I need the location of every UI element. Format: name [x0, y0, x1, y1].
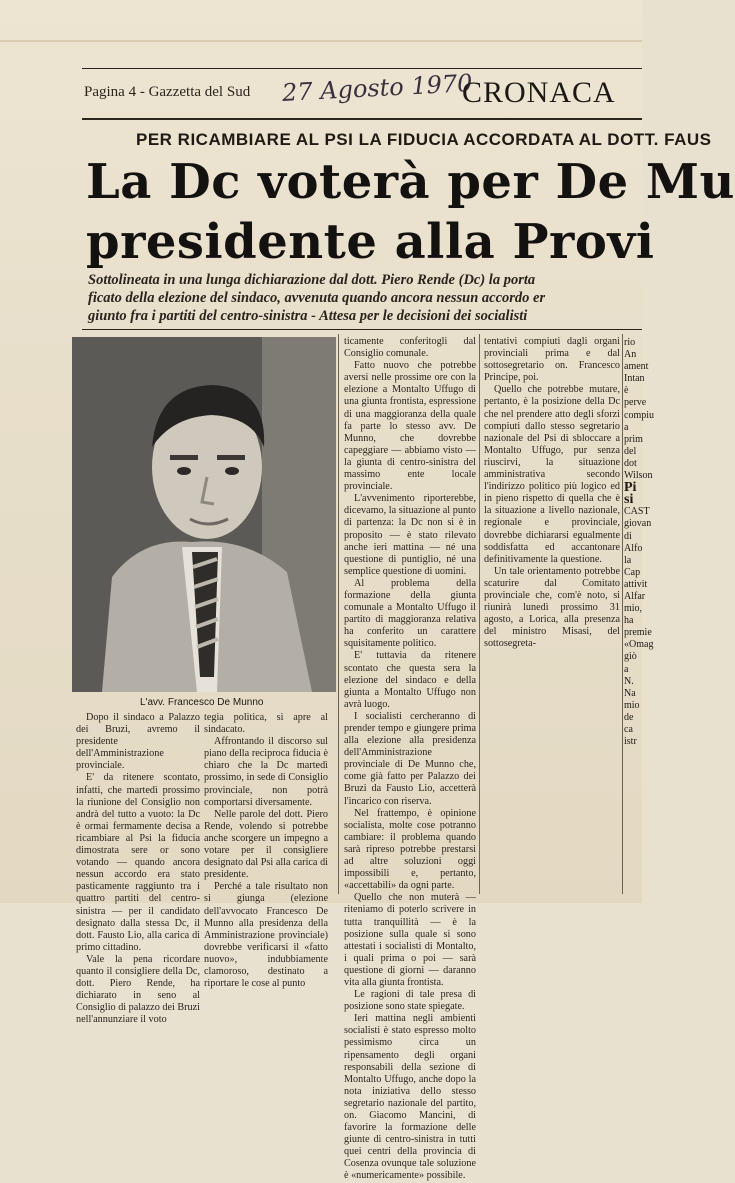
fragment-line: compiu [624, 409, 654, 421]
paragraph: Dopo il sindaco a Palazzo dei Bruzi, avremo il presidente dell'Amministrazione provinciale. [76, 712, 200, 772]
subheadline-2: ficato della elezione del sindaco, avvenuta quando ancora nessun accordo er [88, 290, 546, 306]
portrait-illustration [72, 337, 336, 692]
fragment-line: Intan [624, 373, 645, 385]
photo-caption: L'avv. Francesco De Munno [140, 697, 264, 708]
column-center [344, 336, 476, 1183]
subheadline-1: Sottolineata in una lunga dichiarazione dal dott. Piero Rende (Dc) la porta [88, 272, 536, 288]
fragment-line: attivit [624, 578, 648, 590]
paragraph: L'avvenimento riporterebbe, dicevamo, la situazione al punto di partenza: la Dc non si è in proposito — è stato rilevato anche ieri mattina — né una questione di puntiglio, né una semplice questione di uomini. [344, 493, 476, 577]
fragment-line: «Omag [624, 639, 654, 651]
fragment-line: rio An [624, 337, 637, 361]
paragraph: Quello che potrebbe mutare, pertanto, è la posizione della Dc che nel prendere atto degli sforzi compiuti dallo stesso segretario nazionale del Psi di sbloccare a Montalto Uffugo, pur senza riuscirvi, la situazione amministrativa secondo l'indirizzo politico più logico ed in pieno rispetto di quella che è la situazione a livello nazionale, regionale e provinciale, dovrebbe dichiararsi egualmente soddisfatta ed accantonare definitivamente la questione. [484, 384, 620, 565]
paragraph: Le ragioni di tale presa di posizione sono state spiegate. [344, 989, 476, 1013]
fragment-line: N. Na [624, 675, 636, 699]
paragraph: Nelle parole del dott. Piero Rende, volendo si potrebbe anche scorgere un impegno a votare per il consigliere designato dal Psi alla carica di presidente. [204, 808, 328, 881]
column-right [484, 336, 620, 650]
header-rule [82, 118, 642, 120]
fragment-line: di Alfo [624, 530, 643, 554]
fold-line [0, 40, 642, 42]
fragment-line: del dot [624, 445, 637, 469]
paragraph: tentativi compiuti dagli organi provinciali prima e dal sottosegretario on. Francesco Principe, poi. [484, 336, 620, 384]
column-divider [338, 334, 339, 894]
fragment-line: a prim [624, 421, 643, 445]
column-divider [479, 334, 480, 894]
subheadline-3: giunto fra i partiti del centro-sinistra - Attesa per le decisioni dei socialisti [88, 308, 528, 324]
fragment-line: la Cap [624, 554, 641, 578]
fragment-line: giovan [624, 518, 652, 530]
fragment-line: Wilson [624, 470, 653, 482]
paragraph: E' tuttavia da ritenere scontato che questa sera la elezione del sindaco e della giunta a Montalto Uffugo non avrà luogo. [344, 650, 476, 710]
fragment-line: CAST [624, 506, 650, 518]
paragraph: Nel frattempo, è opinione socialista, molte cose potranno cambiare: il problema quando sarà ripreso potrebbe prestarsi ad altre soluzioni oggi impossibili e, pertanto, «accettabili» da ogni parte. [344, 807, 476, 892]
fragment-line: è perve [624, 385, 647, 409]
fragment-line: ca istr [624, 724, 637, 748]
paragraph: Vale la pena ricordare quanto il consigliere della Dc, dott. Piero Rende, ha dichiarato in seno al Consiglio di palazzo dei Bruzi nell'annunziare il voto [76, 953, 200, 1026]
paragraph: E' da ritenere scontato, infatti, che martedì prossimo la riunione del Consiglio non andrà del tutto a vuoto: la Dc è ormai fermamente decisa a ricambiare al Psi la fiducia dimostrata sere or sono votando — quando ancora nessun accordo era stato pasticamente raggiunto tra i quattro partiti del centro-sinistra — per il candidato designato dalla stessa Dc, il dott. Fausto Lio, alla carica di primo cittadino. [76, 772, 200, 953]
fragment-line: mio, ha [624, 603, 643, 627]
fragment-line: si [624, 492, 634, 508]
paragraph: Perché a tale risultato non si giunga (elezione dell'avvocato Francesco De Munno alla presidenza della Amministrazione provinciale) dovrebbe verificarsi il «fatto nuovo», indubbiamente clamoroso, destinato a riportare le cose al punto [204, 881, 328, 990]
masthead: Pagina 4 - Gazzetta del Sud [84, 84, 251, 100]
column-middle [204, 712, 328, 990]
fragment-line: mio de [624, 699, 640, 723]
paragraph: tegia politica, si apre al sindacato. [204, 712, 328, 736]
fragment-line: Alfar [624, 590, 646, 602]
fragment-line: Pi [624, 480, 637, 496]
fragment-line: premie [624, 627, 652, 639]
adjacent-article-fragment [624, 337, 654, 897]
fragment-line: giò a [624, 651, 637, 675]
paragraph: Fatto nuovo che potrebbe aversi nelle prossime ore con la elezione a Montalto Uffugo di una giunta frontista, espressione di una maggioranza della quale fa parte lo stesso avv. De Munno, che dovrebbe capeggiare — abbiamo visto — la giunta di centro-sinistra del massimo ente locale provinciale. [344, 360, 476, 493]
fragment-line: ament [624, 361, 649, 373]
handwritten-date: 27 Agosto 1970 [281, 69, 474, 107]
paragraph: Al problema della formazione della giunta comunale a Montalto Uffugo il partito di maggioranza relativa ha conferito un carattere squisitamente politico. [344, 577, 476, 650]
top-rule [82, 68, 642, 69]
paragraph: I socialisti cercheranno di prender tempo e giungere prima alla elezione alla presidenza dell'Amministrazione provinciale di De Munno che, come già fatto per Palazzo dei Bruzi da Fausto Lio, accetterà l'incarico con riserva. [344, 710, 476, 807]
headline-line-1: La Dc voterà per De Mu [86, 154, 735, 210]
paragraph: Un tale orientamento potrebbe scaturire dal Comitato provinciale che, com'è noto, si riunirà lunedì prossimo 31 agosto, a Lorica, alla presenza del ministro Misasi, del sottosegreta- [484, 565, 620, 650]
portrait-photo [72, 337, 336, 692]
paragraph: Affrontando il discorso sul piano della reciproca fiducia è chiaro che la Dc martedì prossimo, in sede di Consiglio provinciale, non potrà comportarsi diversamente. [204, 736, 328, 808]
kicker: PER RICAMBIARE AL PSI LA FIDUCIA ACCORDATA AL DOTT. FAUS [136, 130, 712, 149]
column-left [76, 712, 200, 1026]
section-title: CRONACA [462, 76, 616, 109]
headline-line-2: presidente alla Provi [86, 214, 655, 270]
column-divider [622, 334, 623, 894]
paragraph: Quello che non muterà — riteniamo di poterlo scrivere in tutta tranquillità — è la posizione sulla quale si sono attestati i socialisti di Montalto, i quali prima o poi — sarà questione di giorni — daranno vita alla giunta frontista. [344, 892, 476, 988]
sub-rule [82, 329, 642, 330]
paragraph: Ieri mattina negli ambienti socialisti è stato espresso molto pessimismo circa un ripensamento degli organi responsabili della sezione di Montalto Uffugo, anche dopo la nota iniziativa dello stesso segretario nazionale del partito, on. Giacomo Mancini, di favorire la formazione delle giunte di centro-sinistra in tutti quei centri della provincia di Cosenza ovunque tale soluzione è «numericamente» possibile. [344, 1013, 476, 1182]
paragraph: ticamente conferitogli dal Consiglio comunale. [344, 336, 476, 360]
